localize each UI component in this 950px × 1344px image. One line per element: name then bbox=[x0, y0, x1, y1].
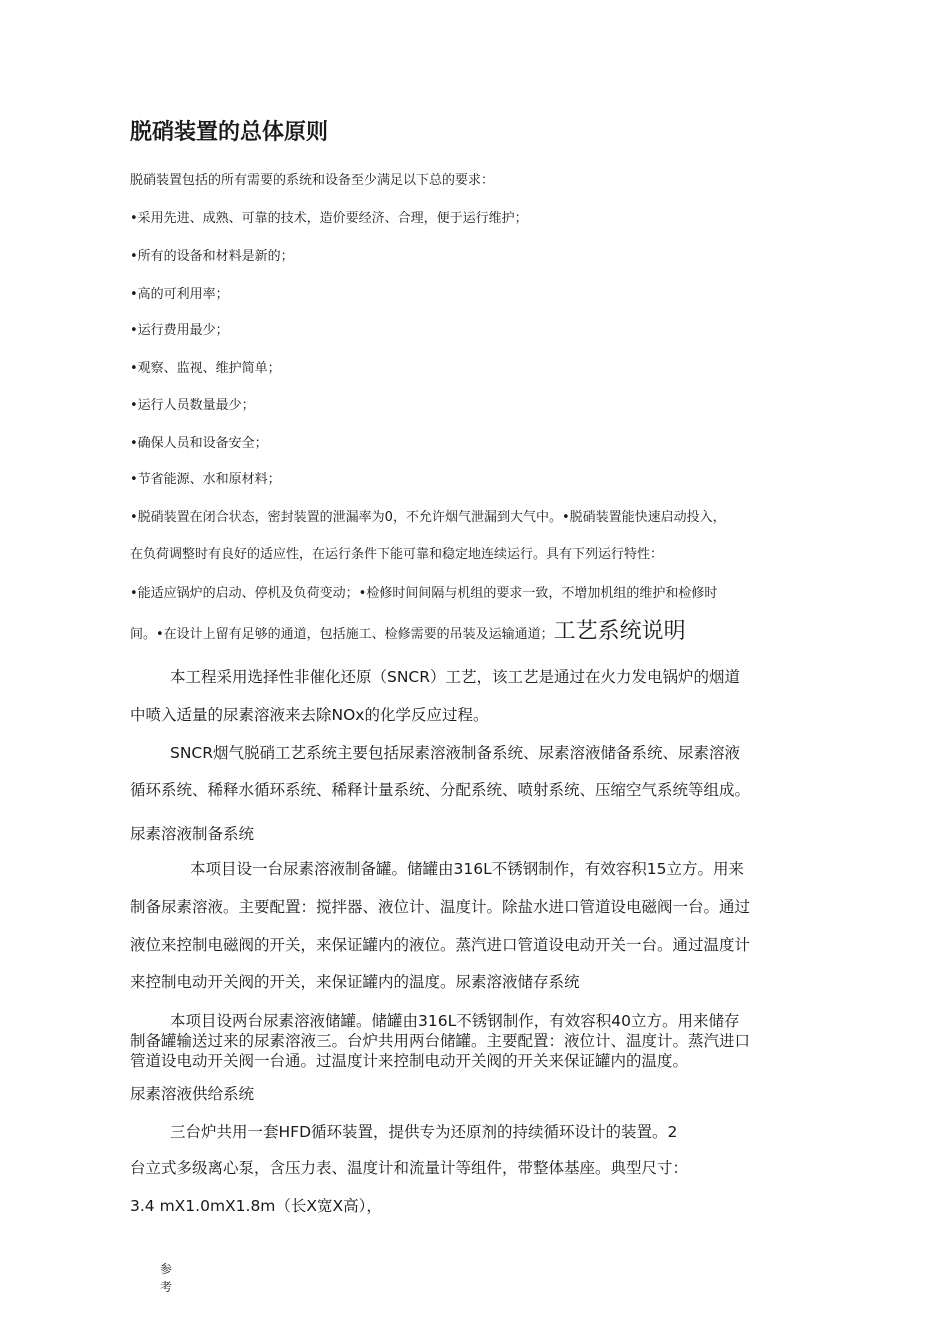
bullet-item: •运行费用最少； bbox=[130, 323, 229, 338]
bullet-item bbox=[130, 619, 686, 645]
para-line: 中喷入适量的尿素溶液来去除NOx的化学反应过程。 bbox=[130, 706, 489, 724]
para-line: 循环系统、稀释水循环系统、稀释计量系统、分配系统、喷射系统、压缩空气系统等组成。 bbox=[130, 781, 751, 799]
para-line: 3.4 mX1.0mX1.8m（长X宽X高）， bbox=[130, 1197, 382, 1215]
para-line: 本工程采用选择性非催化还原（SNCR）工艺，该工艺是通过在火力发电锅炉的烟道 bbox=[170, 668, 741, 686]
bullet-item: •观察、监视、维护简单； bbox=[130, 361, 281, 376]
bullet-item: 在负荷调整时有良好的适应性，在运行条件下能可靠和稳定地连续运行。具有下列运行特性： bbox=[130, 547, 664, 562]
section-heading: 尿素溶液制备系统 bbox=[130, 825, 255, 843]
bullet-item: •所有的设备和材料是新的； bbox=[130, 249, 294, 264]
page-title: 脱硝装置的总体原则 bbox=[130, 120, 329, 145]
bullet-item: •运行人员数量最少； bbox=[130, 398, 255, 413]
para-line: 台立式多级离心泵，含压力表、温度计和流量计等组件，带整体基座。典型尺寸： bbox=[130, 1159, 689, 1177]
bullet-item: •能适应锅炉的启动、停机及负荷变动；•检修时间间隔与机组的要求一致，不增加机组的维护和检修时 bbox=[130, 586, 718, 601]
para-line: 制备罐输送过来的尿素溶液三。台炉共用两台储罐。主要配置：液位计、温度计。蒸汽进口 bbox=[130, 1032, 751, 1050]
process-heading: 工艺系统说明 bbox=[553, 619, 686, 644]
para-line: 管道设电动开关阀一台通。过温度计来控制电动开关阀的开关来保证罐内的温度。 bbox=[130, 1052, 689, 1070]
bullet-item: •节省能源、水和原材料； bbox=[130, 472, 281, 487]
bullet-item: •高的可利用率； bbox=[130, 287, 229, 302]
para-line: 本项目设两台尿素溶液储罐。储罐由316L不锈钢制作，有效容积40立方。用来储存 bbox=[170, 1012, 740, 1030]
bullet-item: •确保人员和设备安全； bbox=[130, 436, 268, 451]
para-line: 三台炉共用一套HFD循环装置，提供专为还原剂的持续循环设计的装置。2 bbox=[170, 1123, 678, 1141]
para-line: SNCR烟气脱硝工艺系统主要包括尿素溶液制备系统、尿素溶液储备系统、尿素溶液 bbox=[170, 744, 741, 762]
footer-text: 参考 bbox=[160, 1262, 173, 1294]
para-line: 本项目设一台尿素溶液制备罐。储罐由316L不锈钢制作，有效容积15立方。用来 bbox=[190, 860, 744, 878]
bullet-item: •脱硝装置在闭合状态，密封装置的泄漏率为0，不允许烟气泄漏到大气中。•脱硝装置能快速启动投入， bbox=[130, 510, 726, 525]
intro-text: 脱硝装置包括的所有需要的系统和设备至少满足以下总的要求： bbox=[130, 173, 495, 188]
para-line: 来控制电动开关阀的开关，来保证罐内的温度。尿素溶液储存系统 bbox=[130, 973, 580, 991]
bullet-item: •采用先进、成熟、可靠的技术，造价要经济、合理，便于运行维护； bbox=[130, 211, 528, 226]
para-line: 液位来控制电磁阀的开关，来保证罐内的液位。蒸汽进口管道设电动开关一台。通过温度计 bbox=[130, 936, 751, 954]
section-heading: 尿素溶液供给系统 bbox=[130, 1085, 255, 1103]
para-line: 制备尿素溶液。主要配置：搅拌器、液位计、温度计。除盐水进口管道设电磁阀一台。通过 bbox=[130, 898, 751, 916]
bullet-text: 间。•在设计上留有足够的通道，包括施工、检修需要的吊装及运输通道； bbox=[130, 627, 554, 642]
